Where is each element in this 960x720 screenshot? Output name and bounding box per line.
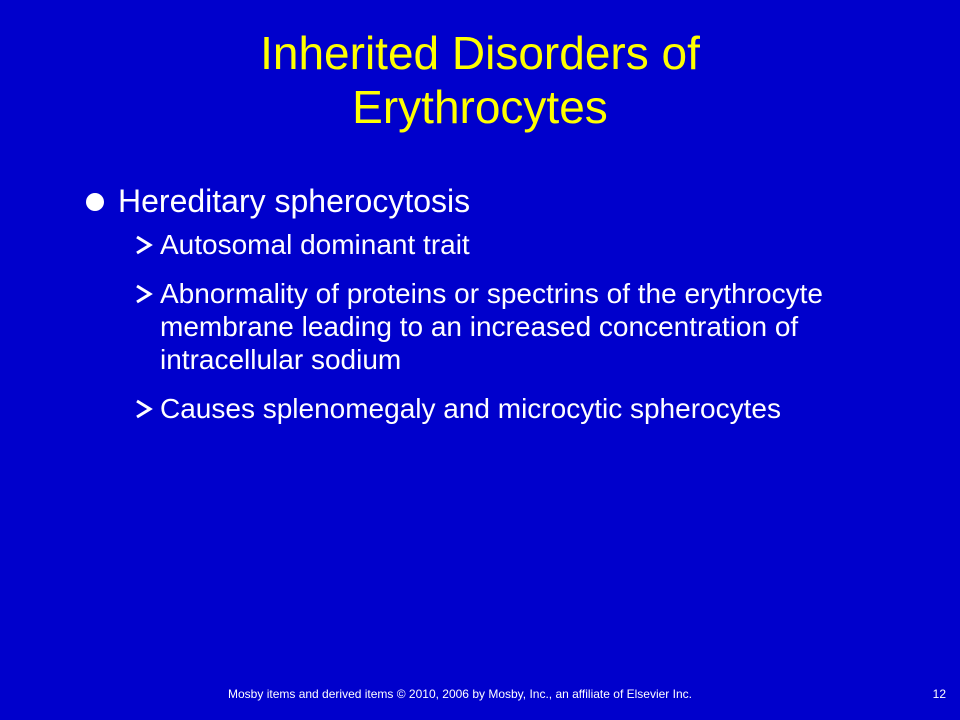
- sub-bullet-item: [134, 392, 886, 425]
- sub-bullet-text: Abnormality of proteins or spectrins of the erythrocyte membrane leading to an increased concentration of intracellular sodium: [160, 278, 823, 375]
- page-number: 12: [932, 687, 946, 701]
- sub-bullet-item: [134, 228, 886, 261]
- sub-bullet-item: [134, 277, 886, 376]
- slide-title-line-1: Inherited Disorders of: [260, 27, 700, 79]
- arrowhead-bullet-icon: [134, 235, 156, 255]
- copyright-footer: Mosby items and derived items © 2010, 2006 by Mosby, Inc., an affiliate of Elsevier Inc.: [228, 687, 692, 701]
- slide-content: [86, 182, 886, 441]
- slide-title: [80, 26, 880, 134]
- sub-bullet-text: Autosomal dominant trait: [160, 229, 470, 260]
- main-bullet: [86, 182, 886, 220]
- round-bullet-icon: [86, 193, 104, 211]
- sub-bullet-list: [86, 228, 886, 425]
- sub-bullet-text: Causes splenomegaly and microcytic spherocytes: [160, 393, 781, 424]
- arrowhead-bullet-icon: [134, 399, 156, 419]
- slide-title-line-2: Erythrocytes: [352, 81, 608, 133]
- main-bullet-text: Hereditary spherocytosis: [118, 183, 471, 219]
- arrowhead-bullet-icon: [134, 284, 156, 304]
